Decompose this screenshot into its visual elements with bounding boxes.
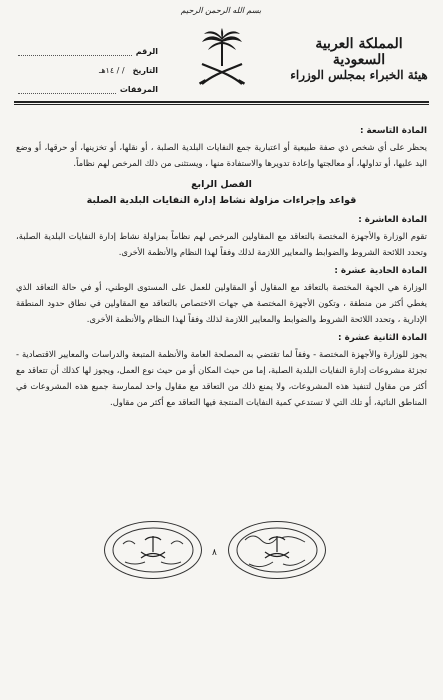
official-stamp-right: [228, 521, 326, 579]
kingdom-name: المملكة العربية السعودية: [315, 36, 403, 68]
basmala: بسم الله الرحمن الرحيم: [180, 6, 262, 15]
article-9-title: المادة التاسعة :: [359, 126, 427, 136]
article-10-text: تقوم الوزارة والأجهزة المختصة بالتعاقد مع المقاولين المرخص لهم نظاماً بمزاولة نشاط إدارة النفايات البلدية الصلبة، وتحدد اللائحة الشروط والضوابط والمعايير اللازمة لذلك وفقاً لهذا النظام والأنظمة الأخرى.: [16, 231, 427, 257]
article-12-title: المادة الثانية عشرة :: [338, 333, 427, 343]
chapter-subtitle: قواعد وإجراءات مزاولة نشاط إدارة النفايات البلدية الصلبة: [86, 195, 357, 206]
header-rule-thin: [14, 104, 429, 105]
article-11-title: المادة الحادية عشرة :: [334, 266, 427, 276]
article-12-text: يجوز للوزارة والأجهزة المختصة - وفقاً لما تقتضي به المصلحة العامة والأنظمة المتبعة والدراسات والمعايير الاقتصادية - تجزئة مشروعات إدارة النفايات البلدية الصلبة، إما من حيث المكان أو من حيث نوع العمل، ويجوز لها كذلك أن تتعاقد مع أكثر من مقاول لتنفيذ هذه المشروعات، ولا يمنع ذلك من التعاقد مع مقاول واحد لممارسة جميع هذه المشروعات في المناطق النائية، أو تلك التي لا تستدعي كمية النفايات المنتجة فيها التعاقد مع أكثر من مقاول.: [16, 349, 427, 407]
date-label: التاريخ: [132, 66, 158, 75]
official-stamp-left: [104, 521, 202, 579]
article-10-title: المادة العاشرة :: [358, 215, 427, 225]
attachments-line: [18, 80, 116, 94]
ref-line: [18, 42, 132, 56]
ref-label: الرقم: [135, 47, 158, 56]
letterhead: [289, 36, 429, 83]
ref-row: [18, 42, 158, 61]
header-rule: [14, 101, 429, 103]
palm-and-swords-icon: [196, 28, 248, 88]
attachments-label: المرفقات: [119, 85, 158, 94]
attachments-row: [18, 80, 158, 99]
reference-block: [18, 42, 158, 99]
chapter-title: الفصل الرابع: [191, 179, 252, 190]
date-value: / / ١٤هـ: [98, 66, 125, 75]
authority-name: هيئة الخبراء بمجلس الوزراء: [290, 68, 428, 82]
page-number: ٨: [212, 548, 217, 558]
date-row: [18, 61, 158, 80]
document-body: [16, 120, 427, 410]
article-11-text: الوزارة هي الجهة المختصة بالتعاقد مع المقاول أو المقاولين للعمل على المستوى الوطني، أو في حالة التعاقد الذي يغطي أكثر من منطقة ، وتكون الأجهزة المختصة هي جهات الاختصاص بالتعاقد مع المقاولين في نطاق حدود المنطقة الإدارية ، وتحدد اللائحة الشروط والضوابط والمعايير اللازمة لذلك وفقاً لهذا النظام والأنظمة الأخرى.: [16, 282, 427, 324]
article-9-text: يحظر على أي شخص ذي صفة طبيعية أو اعتبارية جمع النفايات البلدية الصلبة ، أو نقلها، أو تخزينها، أو حرقها، أو وضع اليد عليها، أو تداولها، أو معالجتها وإعادة تدويرها والاستفادة منها ، ويستثنى من ذلك المرخص لهم نظاماً.: [16, 142, 427, 168]
